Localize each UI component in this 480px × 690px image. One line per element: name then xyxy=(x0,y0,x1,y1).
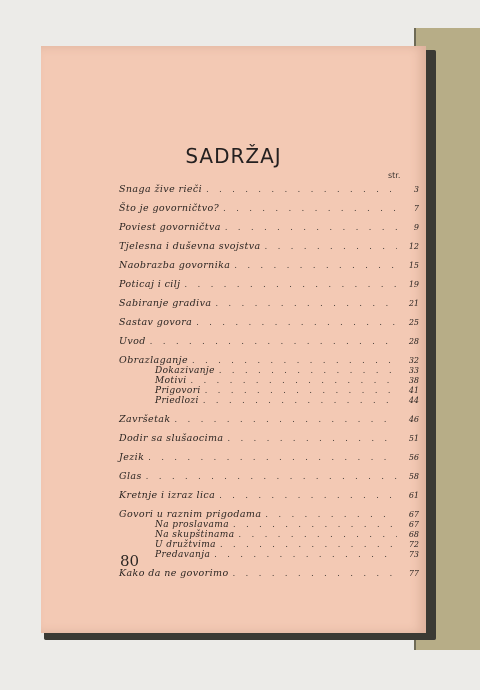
toc-entry-title: Kako da ne govorimo xyxy=(119,568,229,579)
dot-leader xyxy=(220,540,397,550)
toc-entry-page: 28 xyxy=(408,337,419,346)
dot-leader xyxy=(234,260,397,271)
toc-entry-page: 46 xyxy=(408,415,419,424)
dot-leader xyxy=(175,414,397,425)
toc-entry-page: 38 xyxy=(408,376,419,385)
toc-entry xyxy=(119,317,419,328)
dot-leader xyxy=(191,376,398,386)
toc-entry-page: 25 xyxy=(408,318,419,327)
toc-entry xyxy=(119,184,419,195)
toc-entry-title: Prigovori xyxy=(155,386,201,396)
toc-entry-page: 44 xyxy=(408,396,419,405)
toc-entry-title: Obrazlaganje xyxy=(119,355,189,366)
toc-entry-title: Tjelesna i duševna svojstva xyxy=(119,241,261,252)
toc-entry xyxy=(119,203,419,214)
toc-entry-title: U družtvima xyxy=(155,540,216,550)
book-page xyxy=(41,46,426,633)
toc-entry xyxy=(119,490,419,501)
toc-entry-page: 41 xyxy=(408,386,419,395)
toc-entry xyxy=(119,241,419,252)
dot-leader xyxy=(192,355,397,366)
toc-subentry xyxy=(119,540,419,550)
toc-entry xyxy=(119,355,419,366)
toc-entry-page: 15 xyxy=(408,261,419,270)
toc-entry-title: Završetak xyxy=(119,414,171,425)
toc-entry-title: Sabiranje gradiva xyxy=(119,298,212,309)
toc-entry-page: 51 xyxy=(408,434,419,443)
toc-entry-page: 21 xyxy=(408,299,419,308)
toc-entry-page: 61 xyxy=(408,491,419,500)
toc-entry xyxy=(119,509,419,520)
toc-entry-page: 33 xyxy=(408,366,419,375)
toc-entry-title: Glas xyxy=(119,471,142,482)
dot-leader xyxy=(215,298,397,309)
toc-entry-page: 68 xyxy=(408,530,419,539)
dot-leader xyxy=(205,386,397,396)
toc-entry xyxy=(119,336,419,347)
toc-entry-title: Uvod xyxy=(119,336,146,347)
toc-subentry xyxy=(119,550,419,560)
dot-leader xyxy=(223,203,397,214)
toc-entry-title: Naobrazba govornika xyxy=(119,260,231,271)
toc-entry-title: Na proslavama xyxy=(155,520,229,530)
table-of-contents xyxy=(119,184,419,579)
dot-leader xyxy=(219,366,397,376)
page-column-label: str. xyxy=(388,171,401,180)
toc-entry-title: Snaga žive rieči xyxy=(119,184,203,195)
dot-leader xyxy=(203,396,397,406)
dot-leader xyxy=(233,568,397,579)
toc-entry-title: Predavanja xyxy=(155,550,211,560)
toc-entry xyxy=(119,298,419,309)
toc-entry-title: Govori u raznim prigodama xyxy=(119,509,262,520)
toc-entry-page: 7 xyxy=(413,204,419,213)
toc-entry-page: 67 xyxy=(408,520,419,529)
dot-leader xyxy=(150,336,397,347)
page-number: 80 xyxy=(120,552,140,570)
toc-entry-page: 67 xyxy=(408,510,419,519)
toc-entry xyxy=(119,433,419,444)
toc-entry-title: Na skupštinama xyxy=(155,530,235,540)
toc-entry-title: Sastav govora xyxy=(119,317,193,328)
toc-subentry xyxy=(119,366,419,376)
toc-entry-title: Kretnje i izraz lica xyxy=(119,490,216,501)
toc-entry-title: Dokazivanje xyxy=(155,366,215,376)
toc-subentry xyxy=(119,530,419,540)
toc-entry-title: Što je govorničtvo? xyxy=(119,203,220,214)
toc-entry-title: Poticaj i cilj xyxy=(119,279,181,290)
dot-leader xyxy=(265,509,397,520)
toc-entry-page: 72 xyxy=(408,540,419,549)
page-title: SADRŽAJ xyxy=(185,144,282,168)
toc-subentry xyxy=(119,386,419,396)
toc-entry xyxy=(119,260,419,271)
dot-leader xyxy=(148,452,397,463)
toc-entry-page: 3 xyxy=(413,185,419,194)
dot-leader xyxy=(233,520,397,530)
toc-entry-title: Jezik xyxy=(119,452,145,463)
toc-entry xyxy=(119,452,419,463)
toc-entry xyxy=(119,414,419,425)
dot-leader xyxy=(228,433,398,444)
dot-leader xyxy=(146,471,397,482)
toc-entry-page: 19 xyxy=(408,280,419,289)
toc-entry xyxy=(119,568,419,579)
toc-entry xyxy=(119,222,419,233)
dot-leader xyxy=(185,279,397,290)
toc-subentry xyxy=(119,396,419,406)
dot-leader xyxy=(196,317,397,328)
dot-leader xyxy=(265,241,397,252)
dot-leader xyxy=(239,530,397,540)
toc-entry-page: 77 xyxy=(408,569,419,578)
dot-leader xyxy=(214,550,397,560)
toc-entry-page: 73 xyxy=(408,550,419,559)
toc-subentry xyxy=(119,376,419,386)
toc-entry-page: 9 xyxy=(413,223,419,232)
dot-leader xyxy=(206,184,397,195)
toc-entry xyxy=(119,279,419,290)
toc-entry-page: 32 xyxy=(408,356,419,365)
dot-leader xyxy=(225,222,397,233)
toc-entry-title: Priedlozi xyxy=(155,396,199,406)
toc-entry-page: 12 xyxy=(408,242,419,251)
toc-subentry xyxy=(119,520,419,530)
toc-entry-title: Motivi xyxy=(155,376,187,386)
toc-entry xyxy=(119,471,419,482)
toc-entry-page: 58 xyxy=(408,472,419,481)
toc-entry-title: Dodir sa slušaocima xyxy=(119,433,224,444)
toc-entry-title: Poviest govorničtva xyxy=(119,222,221,233)
dot-leader xyxy=(219,490,397,501)
toc-entry-page: 56 xyxy=(408,453,419,462)
